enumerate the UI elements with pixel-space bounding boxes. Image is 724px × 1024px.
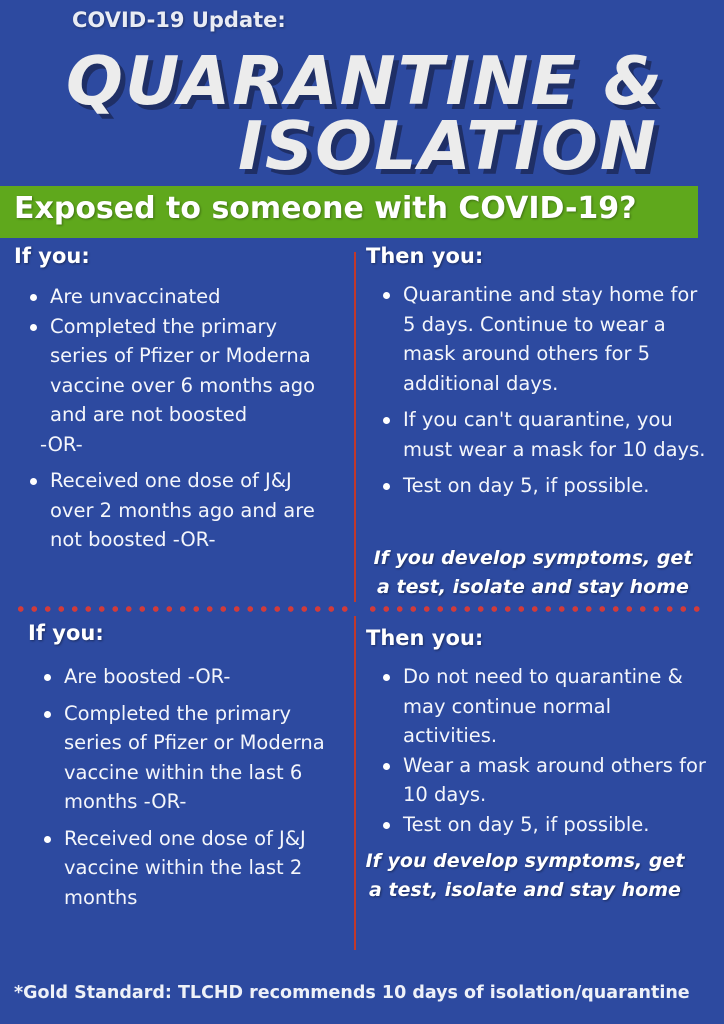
section2-symptoms-note: If you develop symptoms, get a test, isolate and stay home [365, 850, 685, 901]
section2-right-heading: Then you: [366, 626, 484, 650]
list-item: Completed the primary series of Pfizer or Moderna vaccine within the last 6 months -OR- [42, 699, 342, 817]
section1-symptoms-note: If you develop symptoms, get a test, isolate and stay home [373, 547, 693, 598]
section1-left-heading: If you: [14, 244, 90, 268]
title-line-1: QUARANTINE & [66, 42, 664, 120]
list-item: Do not need to quarantine & may continue normal activities. [381, 662, 706, 751]
list-item: Received one dose of J&J over 2 months ago and are not boosted -OR- [28, 466, 328, 555]
title-line-2: ISOLATION [238, 107, 658, 185]
list-item: Test on day 5, if possible. [381, 471, 706, 501]
section2-left-heading: If you: [28, 621, 104, 645]
list-item-or: -OR- [40, 432, 83, 456]
section1-right-list [381, 280, 706, 508]
list-item: If you can't quarantine, you must wear a mask for 10 days. [381, 405, 706, 464]
list-item: Are unvaccinated [28, 282, 328, 312]
section2-left-list [42, 662, 342, 919]
list-item: Are boosted -OR- [42, 662, 342, 692]
kicker-text: COVID-19 Update: [72, 8, 286, 32]
vertical-divider-top [354, 252, 356, 602]
list-item: Received one dose of J&J vaccine within the last 2 months [42, 824, 342, 913]
section1-left-list [28, 282, 328, 562]
vertical-divider-bottom [354, 616, 356, 950]
list-item: Test on day 5, if possible. [381, 810, 706, 840]
section2-right-list [381, 662, 706, 846]
dotted-divider-left [14, 605, 352, 613]
footer-note: *Gold Standard: TLCHD recommends 10 days of isolation/quarantine [14, 983, 690, 1003]
banner-text: Exposed to someone with COVID-19? [14, 191, 637, 226]
section1-right-heading: Then you: [366, 244, 484, 268]
list-item: Quarantine and stay home for 5 days. Continue to wear a mask around others for 5 additional days. [381, 280, 706, 398]
list-item: Wear a mask around others for 10 days. [381, 751, 706, 810]
list-item: Completed the primary series of Pfizer or Moderna vaccine over 6 months ago and are not boosted [28, 312, 328, 430]
dotted-divider-right [366, 605, 700, 613]
